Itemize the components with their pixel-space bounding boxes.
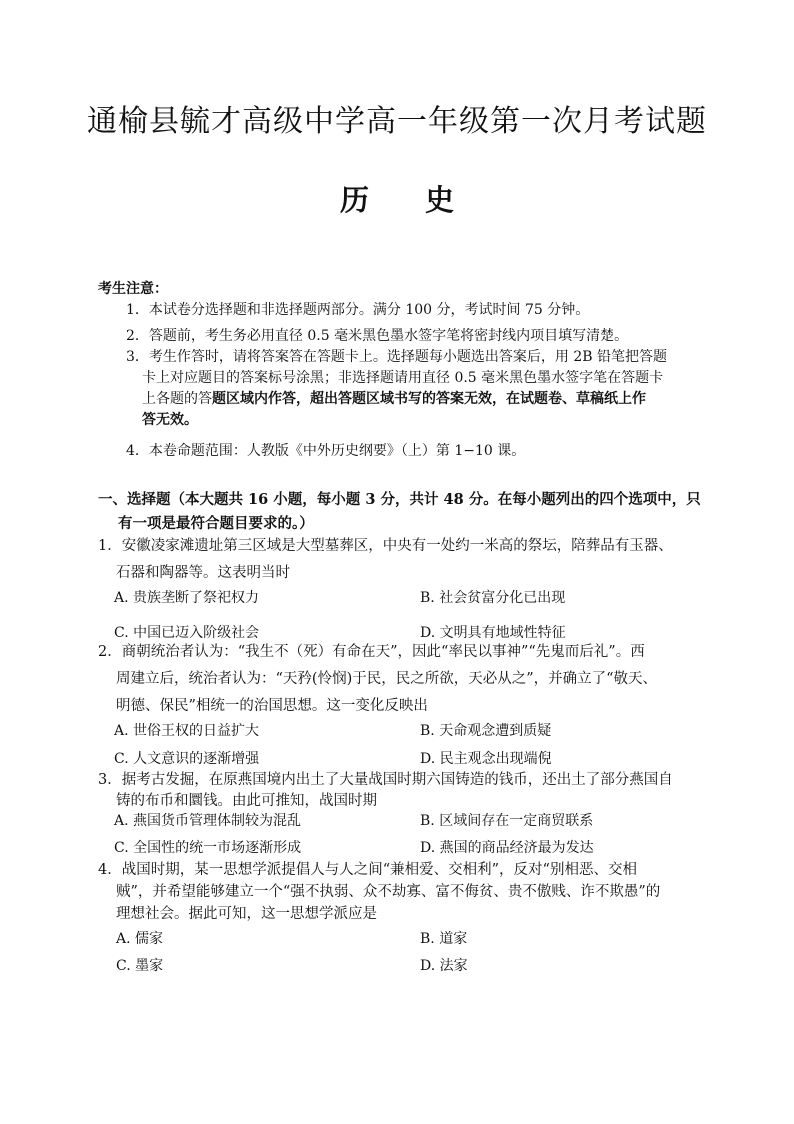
- subject-title: 历史: [339, 183, 510, 217]
- question-3-option-a[interactable]: A. 燕国货币管理体制较为混乱: [114, 813, 302, 829]
- notice-item-1: 1．本试卷分选择题和非选择题两部分。满分 100 分，考试时间 75 分钟。: [126, 302, 590, 318]
- question-2-option-d[interactable]: D. 民主观念出现端倪: [420, 751, 552, 767]
- question-4-option-d[interactable]: D. 法家: [420, 958, 468, 974]
- question-2-line-2: 周建立后，统治者认为：“天矜(怜悯)于民，民之所欲，天必从之”，并确立了“敬天、: [116, 671, 658, 687]
- question-1-option-c[interactable]: C. 中国已迈入阶级社会: [114, 625, 260, 641]
- question-3-option-c[interactable]: C. 全国性的统一市场逐渐形成: [114, 840, 302, 856]
- exam-title: 通榆县毓才高级中学高一年级第一次月考试题: [87, 104, 707, 139]
- question-1-option-a[interactable]: A. 贵族垄断了祭祀权力: [114, 590, 260, 606]
- question-1-option-b[interactable]: B. 社会贫富分化已出现: [420, 590, 566, 606]
- notice-item-3-cont: 卡上对应题目的答案标号涂黑；非选择题请用直径 0.5 毫米黑色墨水签字笔在答题卡: [142, 370, 664, 386]
- question-2-line-3: 明德、保民”相统一的治国思想。这一变化反映出: [116, 698, 428, 714]
- question-1-line-2: 石器和陶器等。这表明当时: [116, 565, 290, 581]
- question-4-line-3: 理想社会。据此可知，这一思想学派应是: [116, 906, 377, 922]
- question-4-line-2: 贼”，并希望能够建立一个“强不执弱、众不劫寡、富不侮贫、贵不傲贱、诈不欺愚”的: [116, 884, 661, 900]
- notice-item-2: 2．答题前，考生务必用直径 0.5 毫米黑色墨水签字笔将密封线内项目填写清楚。: [126, 328, 629, 344]
- notice-item-3-end: 答无效。: [142, 412, 198, 428]
- question-1-line-1: 1．安徽凌家滩遗址第三区域是大型墓葬区，中央有一处约一米高的祭坛，陪葬品有玉器、: [98, 538, 673, 554]
- question-2-option-b[interactable]: B. 天命观念遭到质疑: [420, 723, 552, 739]
- section-heading-cont: 有一项是最符合题目要求的。）: [118, 515, 314, 532]
- question-4-line-1: 4．战国时期，某一思想学派提倡人与人之间“兼相爱、交相利”，反对“别相恶、交相: [98, 862, 637, 878]
- question-3-option-b[interactable]: B. 区域间存在一定商贸联系: [420, 813, 594, 829]
- question-3-option-d[interactable]: D. 燕国的商品经济最为发达: [420, 840, 594, 856]
- notice-item-3-line3: [142, 388, 646, 408]
- notice-item-3-plain: 上各题的答: [142, 391, 212, 407]
- question-3-line-2: 铸的布币和圜钱。由此可推知，战国时期: [116, 793, 377, 809]
- question-3-line-1: 3．据考古发掘，在原燕国境内出土了大量战国时期六国铸造的钱币，还出土了部分燕国自: [98, 772, 673, 788]
- notice-heading: 考生注意：: [98, 281, 168, 297]
- question-1-option-d[interactable]: D. 文明具有地域性特征: [420, 625, 566, 641]
- question-2-option-a[interactable]: A. 世俗王权的日益扩大: [114, 723, 260, 739]
- question-2-line-1: 2．商朝统治者认为：“我生不（死）有命在天”，因此“率民以事神”“先鬼而后礼”。西: [98, 644, 645, 660]
- question-4-option-b[interactable]: B. 道家: [420, 931, 468, 947]
- question-4-option-a[interactable]: A. 儒家: [116, 931, 164, 947]
- notice-item-3-bold: 题区域内作答，超出答题区域书写的答案无效，在试题卷、草稿纸上作: [212, 391, 646, 407]
- section-heading: 一、选择题（本大题共 16 小题，每小题 3 分，共计 48 分。在每小题列出的四个选项中，只: [98, 491, 701, 508]
- question-4-option-c[interactable]: C. 墨家: [116, 958, 164, 974]
- question-2-option-c[interactable]: C. 人文意识的逐渐增强: [114, 751, 260, 767]
- notice-item-3: 3．考生作答时，请将答案答在答题卡上。选择题每小题选出答案后，用 2B 铅笔把答题: [126, 349, 668, 365]
- notice-item-4: 4．本卷命题范围：人教版《中外历史纲要》（上）第 1−10 课。: [126, 443, 526, 459]
